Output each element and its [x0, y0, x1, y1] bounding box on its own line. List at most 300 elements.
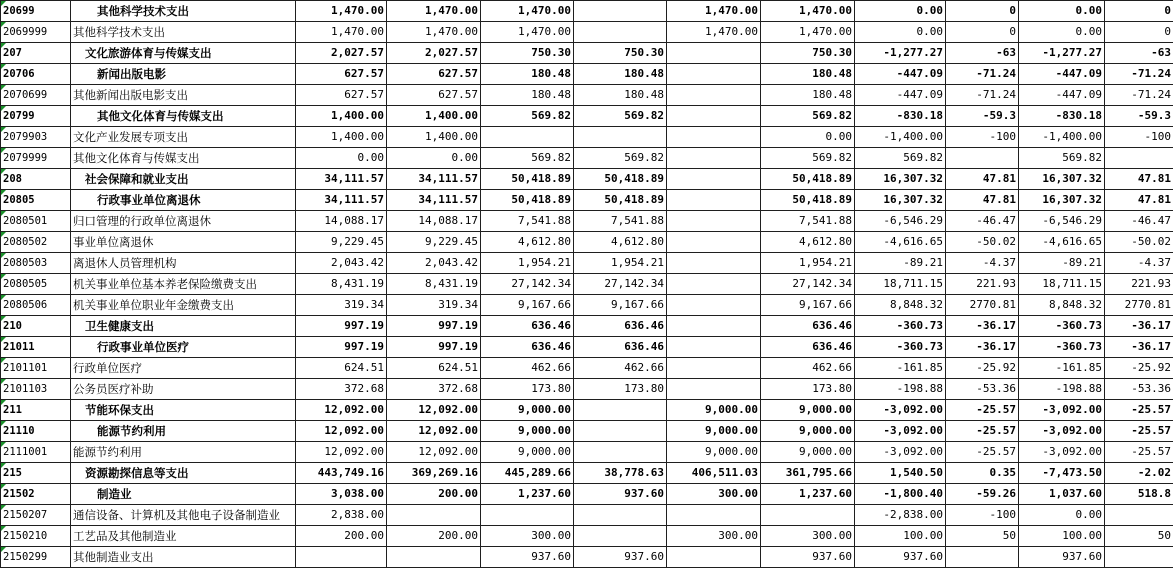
value-cell-c2[interactable]: 12,092.00: [387, 421, 481, 442]
value-cell-c9[interactable]: -360.73: [1019, 316, 1105, 337]
value-cell-c10[interactable]: -25.57: [1105, 442, 1173, 463]
value-cell-c5[interactable]: 300.00: [667, 484, 761, 505]
value-cell-c10[interactable]: [1105, 148, 1173, 169]
value-cell-c3[interactable]: 50,418.89: [481, 169, 574, 190]
value-cell-c8[interactable]: -4.37: [946, 253, 1019, 274]
value-cell-c6[interactable]: 9,000.00: [761, 421, 855, 442]
name-cell[interactable]: 文化旅游体育与传媒支出: [71, 43, 296, 64]
value-cell-c4[interactable]: 50,418.89: [574, 190, 667, 211]
value-cell-c7[interactable]: -447.09: [855, 85, 946, 106]
name-cell[interactable]: 文化产业发展专项支出: [71, 127, 296, 148]
name-cell[interactable]: 通信设备、计算机及其他电子设备制造业: [71, 505, 296, 526]
value-cell-c5[interactable]: [667, 85, 761, 106]
value-cell-c10[interactable]: -63: [1105, 43, 1173, 64]
value-cell-c3[interactable]: 4,612.80: [481, 232, 574, 253]
value-cell-c4[interactable]: [574, 1, 667, 22]
value-cell-c7[interactable]: 18,711.15: [855, 274, 946, 295]
value-cell-c9[interactable]: -1,400.00: [1019, 127, 1105, 148]
value-cell-c8[interactable]: -25.57: [946, 421, 1019, 442]
value-cell-c3[interactable]: 180.48: [481, 85, 574, 106]
value-cell-c2[interactable]: 34,111.57: [387, 169, 481, 190]
name-cell[interactable]: 机关事业单位基本养老保险缴费支出: [71, 274, 296, 295]
code-cell[interactable]: [1, 106, 71, 127]
name-cell[interactable]: 行政单位医疗: [71, 358, 296, 379]
value-cell-c5[interactable]: [667, 337, 761, 358]
value-cell-c5[interactable]: 9,000.00: [667, 421, 761, 442]
value-cell-c1[interactable]: 627.57: [296, 64, 387, 85]
value-cell-c4[interactable]: 1,954.21: [574, 253, 667, 274]
value-cell-c10[interactable]: -25.57: [1105, 400, 1173, 421]
value-cell-c8[interactable]: 47.81: [946, 190, 1019, 211]
value-cell-c1[interactable]: 627.57: [296, 85, 387, 106]
value-cell-c3[interactable]: 1,954.21: [481, 253, 574, 274]
value-cell-c1[interactable]: 997.19: [296, 337, 387, 358]
value-cell-c8[interactable]: -36.17: [946, 337, 1019, 358]
name-cell[interactable]: 工艺品及其他制造业: [71, 526, 296, 547]
value-cell-c5[interactable]: [667, 253, 761, 274]
value-cell-c10[interactable]: [1105, 547, 1173, 568]
value-cell-c8[interactable]: -71.24: [946, 85, 1019, 106]
code-cell[interactable]: [1, 211, 71, 232]
value-cell-c4[interactable]: 173.80: [574, 379, 667, 400]
value-cell-c7[interactable]: -3,092.00: [855, 421, 946, 442]
value-cell-c3[interactable]: 1,470.00: [481, 1, 574, 22]
value-cell-c1[interactable]: 8,431.19: [296, 274, 387, 295]
value-cell-c10[interactable]: -25.92: [1105, 358, 1173, 379]
value-cell-c3[interactable]: 9,000.00: [481, 421, 574, 442]
value-cell-c6[interactable]: 300.00: [761, 526, 855, 547]
value-cell-c2[interactable]: 200.00: [387, 484, 481, 505]
value-cell-c5[interactable]: [667, 64, 761, 85]
value-cell-c5[interactable]: 300.00: [667, 526, 761, 547]
code-cell[interactable]: [1, 1, 71, 22]
value-cell-c7[interactable]: -830.18: [855, 106, 946, 127]
value-cell-c10[interactable]: -100: [1105, 127, 1173, 148]
name-cell[interactable]: 其他文化体育与传媒支出: [71, 148, 296, 169]
value-cell-c9[interactable]: -360.73: [1019, 337, 1105, 358]
value-cell-c1[interactable]: 2,027.57: [296, 43, 387, 64]
value-cell-c8[interactable]: 0: [946, 1, 1019, 22]
value-cell-c8[interactable]: -63: [946, 43, 1019, 64]
value-cell-c8[interactable]: [946, 547, 1019, 568]
value-cell-c5[interactable]: [667, 169, 761, 190]
code-cell[interactable]: [1, 190, 71, 211]
value-cell-c10[interactable]: -59.3: [1105, 106, 1173, 127]
value-cell-c6[interactable]: 173.80: [761, 379, 855, 400]
value-cell-c2[interactable]: 997.19: [387, 337, 481, 358]
value-cell-c3[interactable]: 7,541.88: [481, 211, 574, 232]
value-cell-c7[interactable]: -3,092.00: [855, 400, 946, 421]
value-cell-c4[interactable]: 636.46: [574, 316, 667, 337]
value-cell-c10[interactable]: 0: [1105, 1, 1173, 22]
code-cell[interactable]: [1, 148, 71, 169]
value-cell-c6[interactable]: 636.46: [761, 316, 855, 337]
value-cell-c6[interactable]: 569.82: [761, 106, 855, 127]
value-cell-c7[interactable]: -1,277.27: [855, 43, 946, 64]
value-cell-c9[interactable]: 1,037.60: [1019, 484, 1105, 505]
value-cell-c4[interactable]: [574, 442, 667, 463]
value-cell-c9[interactable]: 16,307.32: [1019, 169, 1105, 190]
value-cell-c8[interactable]: -100: [946, 505, 1019, 526]
value-cell-c9[interactable]: -198.88: [1019, 379, 1105, 400]
value-cell-c6[interactable]: 0.00: [761, 127, 855, 148]
code-cell[interactable]: [1, 253, 71, 274]
value-cell-c10[interactable]: [1105, 505, 1173, 526]
value-cell-c4[interactable]: 7,541.88: [574, 211, 667, 232]
value-cell-c2[interactable]: 997.19: [387, 316, 481, 337]
value-cell-c2[interactable]: 2,027.57: [387, 43, 481, 64]
name-cell[interactable]: 行政事业单位离退休: [71, 190, 296, 211]
value-cell-c6[interactable]: 750.30: [761, 43, 855, 64]
value-cell-c1[interactable]: 9,229.45: [296, 232, 387, 253]
value-cell-c9[interactable]: 18,711.15: [1019, 274, 1105, 295]
value-cell-c10[interactable]: 518.8: [1105, 484, 1173, 505]
value-cell-c1[interactable]: 12,092.00: [296, 442, 387, 463]
value-cell-c5[interactable]: 406,511.03: [667, 463, 761, 484]
value-cell-c10[interactable]: 50: [1105, 526, 1173, 547]
value-cell-c10[interactable]: -46.47: [1105, 211, 1173, 232]
code-cell[interactable]: [1, 421, 71, 442]
value-cell-c9[interactable]: -161.85: [1019, 358, 1105, 379]
value-cell-c4[interactable]: 180.48: [574, 64, 667, 85]
value-cell-c3[interactable]: 569.82: [481, 148, 574, 169]
value-cell-c7[interactable]: 1,540.50: [855, 463, 946, 484]
code-cell[interactable]: [1, 547, 71, 568]
value-cell-c1[interactable]: 12,092.00: [296, 400, 387, 421]
name-cell[interactable]: 其他科学技术支出: [71, 22, 296, 43]
value-cell-c10[interactable]: -25.57: [1105, 421, 1173, 442]
code-cell[interactable]: [1, 358, 71, 379]
value-cell-c3[interactable]: 9,000.00: [481, 400, 574, 421]
value-cell-c5[interactable]: [667, 148, 761, 169]
value-cell-c3[interactable]: 937.60: [481, 547, 574, 568]
code-cell[interactable]: [1, 316, 71, 337]
value-cell-c8[interactable]: 0: [946, 22, 1019, 43]
name-cell[interactable]: 事业单位离退休: [71, 232, 296, 253]
value-cell-c1[interactable]: 624.51: [296, 358, 387, 379]
value-cell-c9[interactable]: -830.18: [1019, 106, 1105, 127]
code-cell[interactable]: [1, 337, 71, 358]
value-cell-c9[interactable]: -3,092.00: [1019, 421, 1105, 442]
value-cell-c7[interactable]: -360.73: [855, 337, 946, 358]
value-cell-c8[interactable]: 221.93: [946, 274, 1019, 295]
value-cell-c3[interactable]: [481, 127, 574, 148]
value-cell-c1[interactable]: 319.34: [296, 295, 387, 316]
code-cell[interactable]: [1, 526, 71, 547]
value-cell-c2[interactable]: 34,111.57: [387, 190, 481, 211]
value-cell-c4[interactable]: 937.60: [574, 547, 667, 568]
value-cell-c2[interactable]: 369,269.16: [387, 463, 481, 484]
value-cell-c3[interactable]: 27,142.34: [481, 274, 574, 295]
value-cell-c5[interactable]: [667, 106, 761, 127]
value-cell-c8[interactable]: -59.3: [946, 106, 1019, 127]
value-cell-c9[interactable]: 0.00: [1019, 505, 1105, 526]
value-cell-c10[interactable]: 221.93: [1105, 274, 1173, 295]
name-cell[interactable]: 离退休人员管理机构: [71, 253, 296, 274]
value-cell-c9[interactable]: -447.09: [1019, 64, 1105, 85]
value-cell-c9[interactable]: 0.00: [1019, 22, 1105, 43]
value-cell-c4[interactable]: 569.82: [574, 148, 667, 169]
value-cell-c7[interactable]: -1,400.00: [855, 127, 946, 148]
value-cell-c5[interactable]: [667, 379, 761, 400]
value-cell-c6[interactable]: 462.66: [761, 358, 855, 379]
value-cell-c9[interactable]: -7,473.50: [1019, 463, 1105, 484]
value-cell-c1[interactable]: 1,470.00: [296, 22, 387, 43]
code-cell[interactable]: [1, 64, 71, 85]
code-cell[interactable]: [1, 43, 71, 64]
name-cell[interactable]: 机关事业单位职业年金缴费支出: [71, 295, 296, 316]
value-cell-c5[interactable]: [667, 232, 761, 253]
value-cell-c7[interactable]: 16,307.32: [855, 169, 946, 190]
name-cell[interactable]: 资源勘探信息等支出: [71, 463, 296, 484]
value-cell-c5[interactable]: [667, 295, 761, 316]
value-cell-c5[interactable]: [667, 505, 761, 526]
value-cell-c4[interactable]: [574, 400, 667, 421]
value-cell-c8[interactable]: -46.47: [946, 211, 1019, 232]
value-cell-c8[interactable]: 2770.81: [946, 295, 1019, 316]
value-cell-c5[interactable]: 1,470.00: [667, 22, 761, 43]
value-cell-c1[interactable]: [296, 547, 387, 568]
name-cell[interactable]: 节能环保支出: [71, 400, 296, 421]
value-cell-c10[interactable]: -71.24: [1105, 64, 1173, 85]
name-cell[interactable]: 公务员医疗补助: [71, 379, 296, 400]
value-cell-c7[interactable]: 16,307.32: [855, 190, 946, 211]
value-cell-c6[interactable]: [761, 505, 855, 526]
value-cell-c7[interactable]: 569.82: [855, 148, 946, 169]
value-cell-c2[interactable]: 624.51: [387, 358, 481, 379]
value-cell-c6[interactable]: 50,418.89: [761, 190, 855, 211]
value-cell-c4[interactable]: [574, 127, 667, 148]
value-cell-c8[interactable]: -25.57: [946, 400, 1019, 421]
value-cell-c9[interactable]: -1,277.27: [1019, 43, 1105, 64]
value-cell-c6[interactable]: 9,000.00: [761, 400, 855, 421]
code-cell[interactable]: [1, 442, 71, 463]
value-cell-c8[interactable]: -59.26: [946, 484, 1019, 505]
value-cell-c9[interactable]: 937.60: [1019, 547, 1105, 568]
value-cell-c5[interactable]: [667, 190, 761, 211]
value-cell-c10[interactable]: -36.17: [1105, 337, 1173, 358]
value-cell-c2[interactable]: 1,470.00: [387, 22, 481, 43]
value-cell-c4[interactable]: [574, 526, 667, 547]
value-cell-c6[interactable]: 1,237.60: [761, 484, 855, 505]
code-cell[interactable]: [1, 169, 71, 190]
value-cell-c2[interactable]: 319.34: [387, 295, 481, 316]
value-cell-c4[interactable]: 180.48: [574, 85, 667, 106]
value-cell-c5[interactable]: [667, 547, 761, 568]
value-cell-c1[interactable]: 34,111.57: [296, 190, 387, 211]
value-cell-c9[interactable]: -89.21: [1019, 253, 1105, 274]
value-cell-c6[interactable]: 4,612.80: [761, 232, 855, 253]
value-cell-c2[interactable]: 8,431.19: [387, 274, 481, 295]
value-cell-c6[interactable]: 9,000.00: [761, 442, 855, 463]
value-cell-c7[interactable]: 937.60: [855, 547, 946, 568]
value-cell-c7[interactable]: -2,838.00: [855, 505, 946, 526]
value-cell-c6[interactable]: 937.60: [761, 547, 855, 568]
value-cell-c7[interactable]: -89.21: [855, 253, 946, 274]
name-cell[interactable]: 制造业: [71, 484, 296, 505]
value-cell-c2[interactable]: 14,088.17: [387, 211, 481, 232]
value-cell-c2[interactable]: 9,229.45: [387, 232, 481, 253]
value-cell-c8[interactable]: 47.81: [946, 169, 1019, 190]
value-cell-c5[interactable]: 9,000.00: [667, 400, 761, 421]
value-cell-c6[interactable]: 180.48: [761, 85, 855, 106]
value-cell-c3[interactable]: 636.46: [481, 337, 574, 358]
value-cell-c5[interactable]: [667, 358, 761, 379]
value-cell-c1[interactable]: 12,092.00: [296, 421, 387, 442]
value-cell-c8[interactable]: -25.92: [946, 358, 1019, 379]
value-cell-c2[interactable]: 627.57: [387, 64, 481, 85]
value-cell-c3[interactable]: 180.48: [481, 64, 574, 85]
code-cell[interactable]: [1, 484, 71, 505]
value-cell-c4[interactable]: 27,142.34: [574, 274, 667, 295]
value-cell-c4[interactable]: 750.30: [574, 43, 667, 64]
value-cell-c1[interactable]: 0.00: [296, 148, 387, 169]
value-cell-c2[interactable]: 12,092.00: [387, 442, 481, 463]
value-cell-c6[interactable]: 1,470.00: [761, 22, 855, 43]
value-cell-c4[interactable]: 38,778.63: [574, 463, 667, 484]
value-cell-c10[interactable]: -4.37: [1105, 253, 1173, 274]
name-cell[interactable]: 其他文化体育与传媒支出: [71, 106, 296, 127]
value-cell-c6[interactable]: 50,418.89: [761, 169, 855, 190]
value-cell-c8[interactable]: -53.36: [946, 379, 1019, 400]
value-cell-c3[interactable]: 9,167.66: [481, 295, 574, 316]
value-cell-c1[interactable]: 3,038.00: [296, 484, 387, 505]
name-cell[interactable]: 能源节约利用: [71, 442, 296, 463]
name-cell[interactable]: 其他科学技术支出: [71, 1, 296, 22]
value-cell-c9[interactable]: -3,092.00: [1019, 442, 1105, 463]
code-cell[interactable]: [1, 22, 71, 43]
code-cell[interactable]: [1, 379, 71, 400]
value-cell-c4[interactable]: 4,612.80: [574, 232, 667, 253]
value-cell-c6[interactable]: 361,795.66: [761, 463, 855, 484]
value-cell-c1[interactable]: 1,400.00: [296, 106, 387, 127]
code-cell[interactable]: [1, 400, 71, 421]
value-cell-c1[interactable]: 200.00: [296, 526, 387, 547]
value-cell-c1[interactable]: 443,749.16: [296, 463, 387, 484]
value-cell-c2[interactable]: 1,400.00: [387, 106, 481, 127]
value-cell-c1[interactable]: 2,043.42: [296, 253, 387, 274]
value-cell-c4[interactable]: 462.66: [574, 358, 667, 379]
value-cell-c4[interactable]: 9,167.66: [574, 295, 667, 316]
name-cell[interactable]: 卫生健康支出: [71, 316, 296, 337]
value-cell-c3[interactable]: 636.46: [481, 316, 574, 337]
value-cell-c7[interactable]: 100.00: [855, 526, 946, 547]
name-cell[interactable]: 社会保障和就业支出: [71, 169, 296, 190]
name-cell[interactable]: 归口管理的行政单位离退休: [71, 211, 296, 232]
value-cell-c7[interactable]: 8,848.32: [855, 295, 946, 316]
value-cell-c10[interactable]: -71.24: [1105, 85, 1173, 106]
value-cell-c6[interactable]: 1,954.21: [761, 253, 855, 274]
value-cell-c5[interactable]: [667, 211, 761, 232]
value-cell-c9[interactable]: 100.00: [1019, 526, 1105, 547]
value-cell-c1[interactable]: 997.19: [296, 316, 387, 337]
value-cell-c3[interactable]: 173.80: [481, 379, 574, 400]
value-cell-c5[interactable]: [667, 274, 761, 295]
value-cell-c2[interactable]: 1,470.00: [387, 1, 481, 22]
code-cell[interactable]: [1, 85, 71, 106]
value-cell-c5[interactable]: 1,470.00: [667, 1, 761, 22]
value-cell-c8[interactable]: 0.35: [946, 463, 1019, 484]
value-cell-c6[interactable]: 1,470.00: [761, 1, 855, 22]
value-cell-c8[interactable]: -36.17: [946, 316, 1019, 337]
value-cell-c8[interactable]: [946, 148, 1019, 169]
code-cell[interactable]: [1, 505, 71, 526]
value-cell-c3[interactable]: 462.66: [481, 358, 574, 379]
value-cell-c2[interactable]: 200.00: [387, 526, 481, 547]
value-cell-c2[interactable]: 372.68: [387, 379, 481, 400]
value-cell-c5[interactable]: [667, 43, 761, 64]
value-cell-c7[interactable]: 0.00: [855, 22, 946, 43]
value-cell-c3[interactable]: 1,470.00: [481, 22, 574, 43]
value-cell-c6[interactable]: 27,142.34: [761, 274, 855, 295]
value-cell-c10[interactable]: -53.36: [1105, 379, 1173, 400]
value-cell-c2[interactable]: 0.00: [387, 148, 481, 169]
value-cell-c4[interactable]: 937.60: [574, 484, 667, 505]
value-cell-c10[interactable]: -2.02: [1105, 463, 1173, 484]
code-cell[interactable]: [1, 127, 71, 148]
value-cell-c10[interactable]: 47.81: [1105, 190, 1173, 211]
code-cell[interactable]: [1, 295, 71, 316]
value-cell-c2[interactable]: 627.57: [387, 85, 481, 106]
value-cell-c4[interactable]: 569.82: [574, 106, 667, 127]
value-cell-c7[interactable]: -1,800.40: [855, 484, 946, 505]
value-cell-c1[interactable]: 34,111.57: [296, 169, 387, 190]
value-cell-c8[interactable]: -50.02: [946, 232, 1019, 253]
value-cell-c7[interactable]: -3,092.00: [855, 442, 946, 463]
value-cell-c6[interactable]: 180.48: [761, 64, 855, 85]
value-cell-c3[interactable]: 50,418.89: [481, 190, 574, 211]
value-cell-c7[interactable]: -6,546.29: [855, 211, 946, 232]
value-cell-c3[interactable]: 445,289.66: [481, 463, 574, 484]
value-cell-c6[interactable]: 569.82: [761, 148, 855, 169]
value-cell-c7[interactable]: -447.09: [855, 64, 946, 85]
value-cell-c7[interactable]: -4,616.65: [855, 232, 946, 253]
value-cell-c5[interactable]: [667, 127, 761, 148]
value-cell-c1[interactable]: 14,088.17: [296, 211, 387, 232]
name-cell[interactable]: 行政事业单位医疗: [71, 337, 296, 358]
value-cell-c8[interactable]: 50: [946, 526, 1019, 547]
value-cell-c9[interactable]: -3,092.00: [1019, 400, 1105, 421]
value-cell-c10[interactable]: 2770.81: [1105, 295, 1173, 316]
value-cell-c2[interactable]: [387, 505, 481, 526]
code-cell[interactable]: [1, 463, 71, 484]
value-cell-c10[interactable]: 0: [1105, 22, 1173, 43]
value-cell-c2[interactable]: 12,092.00: [387, 400, 481, 421]
name-cell[interactable]: 其他新闻出版电影支出: [71, 85, 296, 106]
value-cell-c4[interactable]: [574, 22, 667, 43]
value-cell-c2[interactable]: [387, 547, 481, 568]
value-cell-c1[interactable]: 2,838.00: [296, 505, 387, 526]
value-cell-c3[interactable]: 9,000.00: [481, 442, 574, 463]
value-cell-c10[interactable]: -36.17: [1105, 316, 1173, 337]
value-cell-c9[interactable]: -4,616.65: [1019, 232, 1105, 253]
value-cell-c3[interactable]: [481, 505, 574, 526]
value-cell-c9[interactable]: 0.00: [1019, 1, 1105, 22]
value-cell-c3[interactable]: 750.30: [481, 43, 574, 64]
value-cell-c10[interactable]: -50.02: [1105, 232, 1173, 253]
value-cell-c9[interactable]: -447.09: [1019, 85, 1105, 106]
value-cell-c8[interactable]: -71.24: [946, 64, 1019, 85]
value-cell-c10[interactable]: 47.81: [1105, 169, 1173, 190]
value-cell-c1[interactable]: 1,470.00: [296, 1, 387, 22]
value-cell-c6[interactable]: 9,167.66: [761, 295, 855, 316]
value-cell-c9[interactable]: 569.82: [1019, 148, 1105, 169]
value-cell-c9[interactable]: 8,848.32: [1019, 295, 1105, 316]
value-cell-c2[interactable]: 2,043.42: [387, 253, 481, 274]
value-cell-c7[interactable]: -198.88: [855, 379, 946, 400]
value-cell-c1[interactable]: 1,400.00: [296, 127, 387, 148]
value-cell-c9[interactable]: 16,307.32: [1019, 190, 1105, 211]
